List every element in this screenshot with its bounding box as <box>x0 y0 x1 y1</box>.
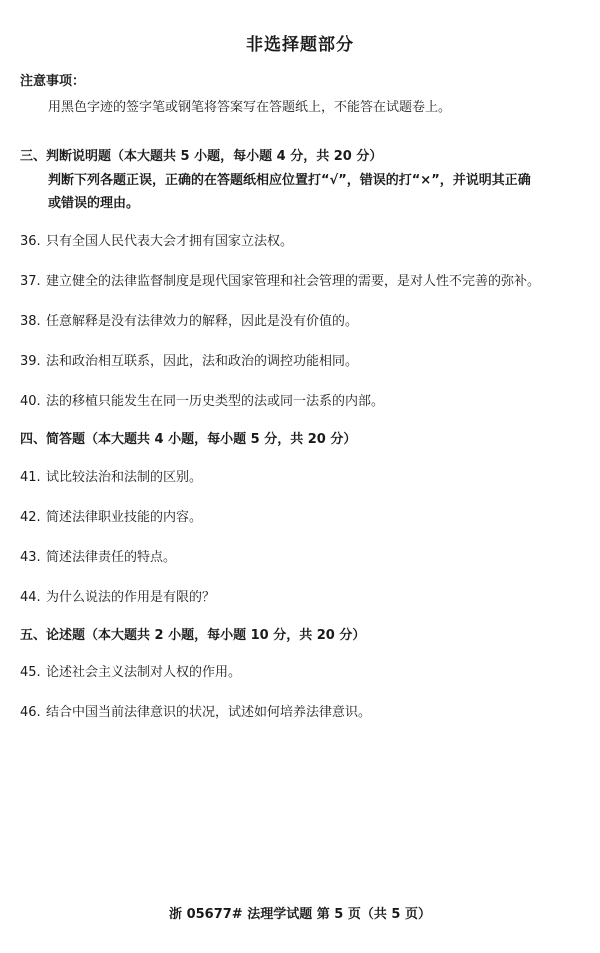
question-number: 44. <box>20 590 41 605</box>
notice-heading: 注意事项： <box>20 74 86 89</box>
section3-instruction-line1: 判断下列各题正误，正确的在答题纸相应位置打“√”，错误的打“×”，并说明其正确 <box>48 173 531 188</box>
question-number: 43. <box>20 550 41 565</box>
question-44 <box>20 586 215 605</box>
page-footer: 浙 05677# 法理学试题 第 5 页（共 5 页） <box>169 907 431 922</box>
question-text: 只有全国人民代表大会才拥有国家立法权。 <box>46 234 294 249</box>
question-39 <box>20 350 358 369</box>
question-40 <box>20 390 384 409</box>
section3-heading: 三、判断说明题（本大题共 5 小题，每小题 4 分，共 20 分） <box>20 149 383 164</box>
question-number: 41. <box>20 470 41 485</box>
section5-heading: 五、论述题（本大题共 2 小题，每小题 10 分，共 20 分） <box>20 628 366 643</box>
question-number: 40. <box>20 394 41 409</box>
question-text: 论述社会主义法制对人权的作用。 <box>46 665 242 680</box>
question-number: 45. <box>20 665 41 680</box>
question-text: 简述法律责任的特点。 <box>46 550 177 565</box>
question-43 <box>20 546 176 565</box>
page-title: 非选择题部分 <box>246 35 354 55</box>
question-text: 试比较法治和法制的区别。 <box>46 470 203 485</box>
question-36 <box>20 230 293 249</box>
question-42 <box>20 506 202 525</box>
question-text: 任意解释是没有法律效力的解释，因此是没有价值的。 <box>46 314 359 329</box>
question-text: 结合中国当前法律意识的状况，试述如何培养法律意识。 <box>46 705 372 720</box>
question-number: 36. <box>20 234 41 249</box>
question-text: 建立健全的法律监督制度是现代国家管理和社会管理的需要，是对人性不完善的弥补。 <box>46 274 541 289</box>
question-37 <box>20 270 540 289</box>
question-text: 简述法律职业技能的内容。 <box>46 510 203 525</box>
question-text: 法的移植只能发生在同一历史类型的法或同一法系的内部。 <box>46 394 385 409</box>
question-46 <box>20 701 371 720</box>
question-number: 38. <box>20 314 41 329</box>
question-38 <box>20 310 358 329</box>
question-number: 42. <box>20 510 41 525</box>
question-number: 46. <box>20 705 41 720</box>
section4-heading: 四、简答题（本大题共 4 小题，每小题 5 分，共 20 分） <box>20 432 357 447</box>
section3-instruction-line2: 或错误的理由。 <box>48 196 140 211</box>
question-text: 法和政治相互联系，因此，法和政治的调控功能相同。 <box>46 354 359 369</box>
notice-text: 用黑色字迹的签字笔或钢笔将答案写在答题纸上，不能答在试题卷上。 <box>48 100 452 115</box>
question-number: 37. <box>20 274 41 289</box>
question-text: 为什么说法的作用是有限的？ <box>46 590 216 605</box>
question-number: 39. <box>20 354 41 369</box>
question-41 <box>20 466 202 485</box>
question-45 <box>20 661 241 680</box>
